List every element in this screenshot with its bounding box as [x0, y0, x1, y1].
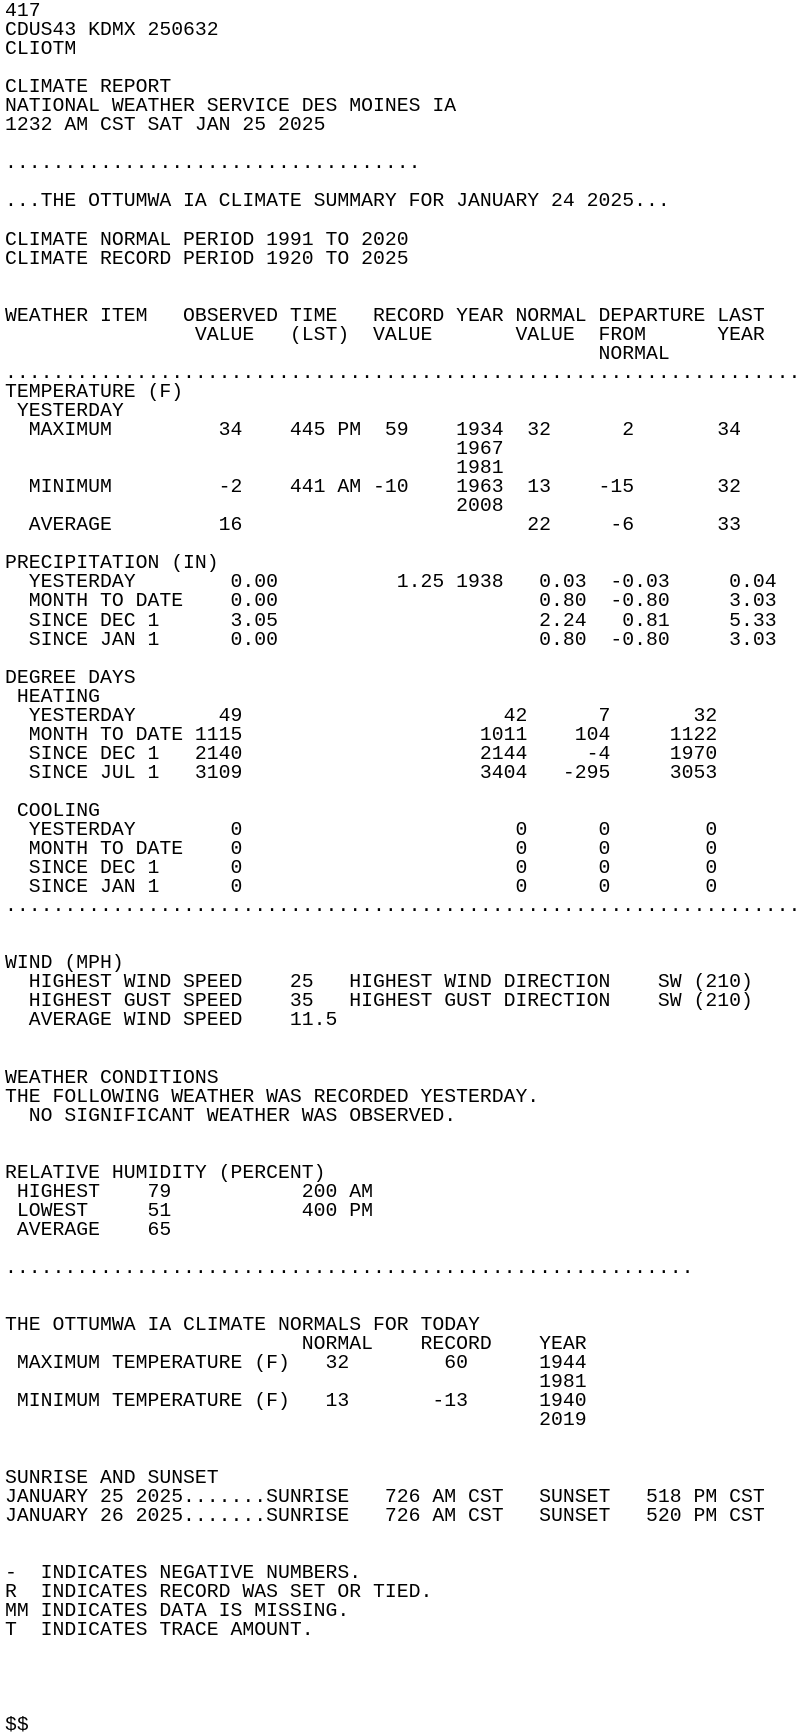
- report-line: HIGHEST GUST SPEED 35 HIGHEST GUST DIRECTION SW (210): [5, 990, 753, 1013]
- report-line: CLIMATE NORMAL PERIOD 1991 TO 2020: [5, 228, 409, 251]
- report-line: [5, 1545, 805, 1564]
- report-line: [5, 1526, 805, 1545]
- report-line: YESTERDAY 0 0 0 0: [5, 819, 718, 842]
- report-line: MAXIMUM 34 445 PM 59 1934 32 2 34: [5, 419, 741, 442]
- report-line: 417: [5, 0, 41, 22]
- report-line: HIGHEST 79 200 AM: [5, 1180, 373, 1203]
- report-line: [5, 212, 805, 231]
- report-line: THE FOLLOWING WEATHER WAS RECORDED YESTERDAY.: [5, 1085, 540, 1108]
- report-line: WEATHER CONDITIONS: [5, 1066, 219, 1089]
- report-line: NORMAL RECORD YEAR: [5, 1333, 587, 1356]
- report-line: VALUE (LST) VALUE VALUE FROM YEAR: [5, 323, 765, 346]
- report-line: AVERAGE WIND SPEED 11.5: [5, 1009, 338, 1032]
- report-line: PRECIPITATION (IN): [5, 552, 219, 575]
- report-line: JANUARY 25 2025.......SUNRISE 726 AM CST SUNSET 518 PM CST: [5, 1485, 765, 1508]
- report-line: ...................................: [5, 152, 421, 175]
- report-line: [5, 935, 805, 954]
- report-line: RELATIVE HUMIDITY (PERCENT): [5, 1161, 326, 1184]
- report-line: $$: [5, 1714, 29, 1733]
- report-line: HEATING: [5, 685, 100, 708]
- report-line: - INDICATES NEGATIVE NUMBERS.: [5, 1561, 362, 1584]
- report-line: [5, 1145, 805, 1164]
- report-line: 1981: [5, 1371, 587, 1394]
- report-line: SINCE DEC 1 0 0 0 0: [5, 857, 718, 880]
- report-line: NO SIGNIFICANT WEATHER WAS OBSERVED.: [5, 1104, 457, 1127]
- report-line: MONTH TO DATE 0.00 0.80 -0.80 3.03: [5, 590, 777, 613]
- report-line: SINCE JUL 1 3109 3404 -295 3053: [5, 761, 718, 784]
- report-line: WIND (MPH): [5, 952, 124, 975]
- report-line: NORMAL: [5, 342, 670, 365]
- report-line: [5, 1640, 805, 1659]
- report-line: T INDICATES TRACE AMOUNT.: [5, 1618, 314, 1641]
- report-line: [5, 1450, 805, 1469]
- report-line: HIGHEST WIND SPEED 25 HIGHEST WIND DIRECTION SW (210): [5, 971, 753, 994]
- report-line: MONTH TO DATE 1115 1011 104 1122: [5, 723, 718, 746]
- report-line: 2019: [5, 1409, 587, 1432]
- report-line: CLIMATE RECORD PERIOD 1920 TO 2025: [5, 247, 409, 270]
- report-line: SINCE JAN 1 0.00 0.80 -0.80 3.03: [5, 628, 777, 651]
- report-line: [5, 1278, 805, 1297]
- report-line: ...................................................................: [5, 361, 801, 384]
- report-line: SINCE DEC 1 3.05 2.24 0.81 5.33: [5, 609, 777, 632]
- report-line: [5, 269, 805, 288]
- report-line: 1232 AM CST SAT JAN 25 2025: [5, 114, 326, 137]
- report-line: 1981: [5, 457, 504, 480]
- report-line: DEGREE DAYS: [5, 666, 136, 689]
- report-line: JANUARY 26 2025.......SUNRISE 726 AM CST SUNSET 520 PM CST: [5, 1504, 765, 1527]
- report-line: NATIONAL WEATHER SERVICE DES MOINES IA: [5, 95, 457, 118]
- report-line: TEMPERATURE (F): [5, 380, 184, 403]
- report-line: MINIMUM TEMPERATURE (F) 13 -13 1940: [5, 1390, 587, 1413]
- report-line: SUNRISE AND SUNSET: [5, 1466, 219, 1489]
- report-line: 2008: [5, 495, 504, 518]
- report-line: CDUS43 KDMX 250632: [5, 19, 219, 42]
- report-line: [5, 288, 805, 307]
- report-line: [5, 650, 805, 669]
- report-line: [5, 1697, 805, 1716]
- report-line: MM INDICATES DATA IS MISSING.: [5, 1599, 350, 1622]
- report-line: [5, 783, 805, 802]
- report-line: MONTH TO DATE 0 0 0 0: [5, 838, 718, 861]
- report-line: CLIOTM: [5, 38, 77, 61]
- report-line: [5, 1678, 805, 1697]
- report-line: LOWEST 51 400 PM: [5, 1199, 373, 1222]
- report-line: ...THE OTTUMWA IA CLIMATE SUMMARY FOR JANUARY 24 2025...: [5, 190, 670, 213]
- report-line: YESTERDAY: [5, 399, 124, 422]
- report-line: THE OTTUMWA IA CLIMATE NORMALS FOR TODAY: [5, 1314, 480, 1337]
- report-line: [5, 1126, 805, 1145]
- report-line: SINCE JAN 1 0 0 0 0: [5, 876, 718, 899]
- report-line: [5, 1659, 805, 1678]
- report-line: MAXIMUM TEMPERATURE (F) 32 60 1944: [5, 1352, 587, 1375]
- report-line: ..........................................................: [5, 1257, 694, 1280]
- report-line: [5, 916, 805, 935]
- report-line: SINCE DEC 1 2140 2144 -4 1970: [5, 742, 718, 765]
- report-line: WEATHER ITEM OBSERVED TIME RECORD YEAR NORMAL DEPARTURE LAST: [5, 304, 765, 327]
- report-line: [5, 1431, 805, 1450]
- report-line: AVERAGE 65: [5, 1219, 172, 1241]
- report-line: 1967: [5, 438, 504, 461]
- report-line: AVERAGE 16 22 -6 33: [5, 514, 741, 537]
- report-line: R INDICATES RECORD WAS SET OR TIED.: [5, 1580, 433, 1603]
- report-line: MINIMUM -2 441 AM -10 1963 13 -15 32: [5, 476, 741, 499]
- report-line: COOLING: [5, 799, 100, 822]
- report-line: [5, 1050, 805, 1069]
- report-line: CLIMATE REPORT: [5, 76, 172, 99]
- report-line: YESTERDAY 49 42 7 32: [5, 704, 718, 727]
- report-line: [5, 1031, 805, 1050]
- report-line: YESTERDAY 0.00 1.25 1938 0.03 -0.03 0.04: [5, 571, 777, 594]
- report-line: ...................................................................: [5, 895, 801, 918]
